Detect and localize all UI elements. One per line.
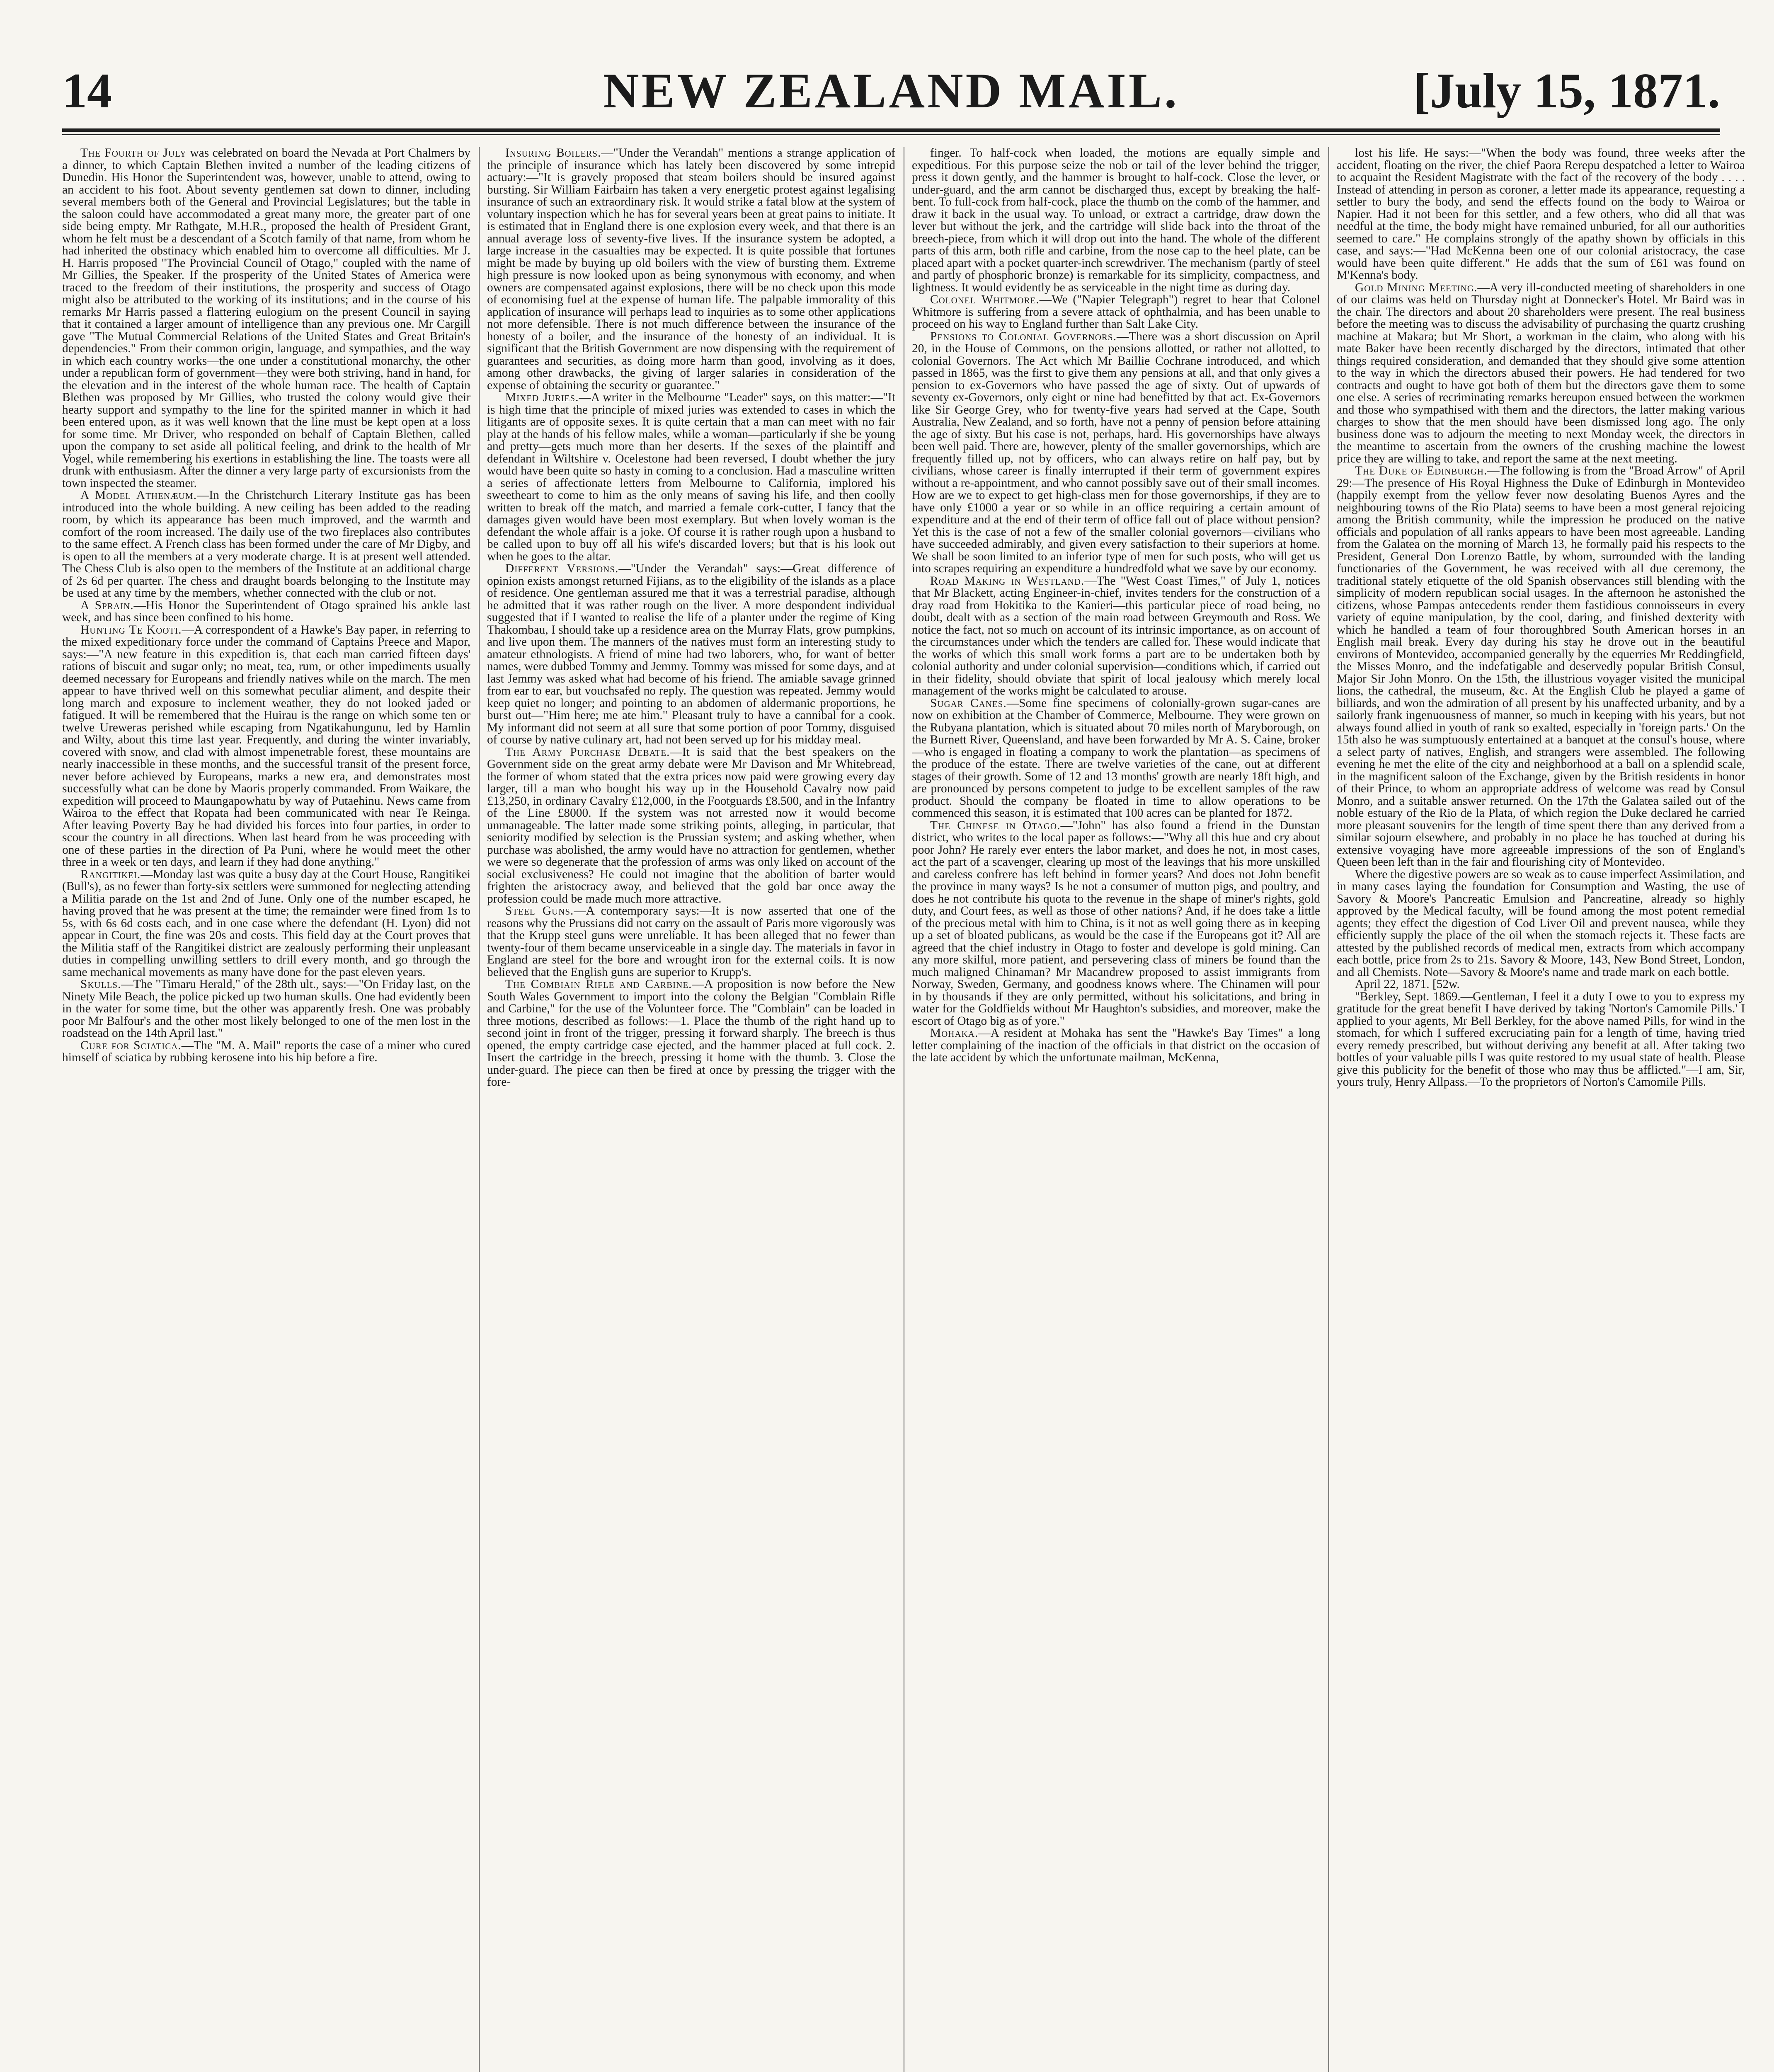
article-body: —The "West Coast Times," of July 1, notices that Mr Blackett, acting Engineer-in-chief, invites tenders for the construction of a dray road from Hokitika to the Kanieri—this particular piece of road being, no doubt, dealt with as a section of the main road between Greymouth and Ross. We notice the fact, not so much on account of its intrinsic importance, as on account of the circumstances under which the tenders are called for. These would indicate that the works of which this small work forms a part are to be undertaken both by colonial authority and under colonial supervision—conditions which, if carried out in their fidelity, should obviate that spirit of local jealousy which merely local management of the works might be calculated to arouse. bbox=[912, 574, 1320, 697]
article-body: —"Under the Verandah" mentions a strange application of the principle of insurance which has lately been discovered by some intrepid actuary:—"It is gravely proposed that steam boilers should be insured against bursting. Sir William Fairbairn has taken a very energetic protest against legalising insurance of such an extraordinary risk. It would strike a fatal blow at the system of voluntary inspection which he has for several years been at great pains to initiate. It is estimated that in England there is one explosion every week, and that there is an annual average loss of seventy-five lives. If the insurance system be adopted, a large increase in the casualties may be expected. It is quite possible that fortunes might be made by buying up old boilers with the view of bursting them. Extreme high pressure is now looked upon as being synonymous with economy, and when owners are compensated against explosions, there will be no check upon this mode of economising fuel at the expense of human life. The palpable immorality of this application of insurance will perhaps lead to inquiries as to some other applications not more defensible. There is not much difference between the insurance of the honesty of a boiler, and the insurance of the honesty of an individual. It is significant that the British Government are now dispensing with the requirement of guarantees and securities, as doing more harm than good, involving as it does, among other drawbacks, the giving of larger salaries in consideration of the expense of obtaining the security or guarantee." bbox=[487, 147, 895, 392]
article-body: —It is said that the best speakers on the Government side on the great army debate were Mr Davison and Mr Whitebread, the former of whom stated that the extra prices now paid were growing every day larger, till a man who bought his way up in the Household Cavalry now paid £13,250, in ordinary Cavalry £12,000, in the Footguards £8.500, and in the Infantry of the Line £8000. If the system was not arrested now it would become unmanageable. The latter made some striking points, alleging, in particular, that seniority modified by selection is the Prussian system; and asking whether, when purchase was abolished, the army would have no attraction for gentlemen, whether we were so degenerate that the profession of arms was only liked on account of the social exclusiveness? He could not imagine that the abolition of barter would frighten the aristocracy away, and believed that the gold bar once away the profession could be made much more attractive. bbox=[487, 745, 895, 905]
article-body: —There was a short discussion on April 20, in the House of Commons, on the pensions allotted, or rather not allotted, to colonial Governors. The Act which Mr Baillie Cochrane introduced, and which passed in 1865, was the first to give them any pensions at all, and that only gives a pension to ex-Governors who have passed the age of sixty. Out of upwards of seventy ex-Governors, only eight or nine had benefitted by that act. Ex-Governors like Sir George Grey, who for twenty-five years had served at the Cape, South Australia, New Zealand, and so forth, have not a penny of pension before attaining the age of sixty. But his case is not, perhaps, hard. His governorships have always been well paid. There are, however, plenty of the smaller governorships, which are frequently filled up, not by officers, who can always retire on half pay, but by civilians, whose career is finally interrupted if their term of government expires without a re-appointment, and who cannot possibly save out of their small incomes. How are we to expect to get high-class men for those governorships, if they are to have only £1000 a year or so while in an office requiring a certain amount of expenditure and at the end of their term of office fall out of place without pension? Yet this is the case of not a few of the smaller colonial governors—civilians who have succeeded admirably, and given every satisfaction to their superiors at home. We shall be soon limited to an inferior type of men for such posts, who will get us into scrapes requiring an expenditure a hundredfold what we save by our economy. bbox=[912, 329, 1320, 575]
article-paragraph bbox=[1337, 147, 1745, 282]
article-body: —Some fine specimens of colonially-grown sugar-canes are now on exhibition at the Chamber of Commerce, Melbourne. They were grown on the Rubyana plantation, which is situated about 70 miles north of Maryborough, on the Burnett River, Queensland, and have been forwarded by Mr A. S. Caine, broker—who is engaged in floating a company to work the plantation—as specimens of the produce of the estate. There are twelve varieties of the cane, out at different stages of their growth. Some of 12 and 13 months' growth are nearly 18ft high, and are pronounced by persons competent to judge to be excellent samples of the raw product. Should the company be floated in time to allow operations to be commenced this season, it is estimated that 100 acres can be planted for 1872. bbox=[912, 696, 1320, 820]
article-heading: A Model Athenæum. bbox=[80, 489, 197, 502]
article-body: Where the digestive powers are so weak as to cause imperfect Assimilation, and in many cases laying the foundation for Consumption and Wasting, the use of Savory & Moore's Pancreatic Emulsion and Pancreatine, already so highly approved by the Medical faculty, will be found among the most potent remedial agents; they effect the digestion of Cod Liver Oil and prevent nausea, while they efficiently supply the place of the oil when the stomach rejects it. These facts are attested by the published records of medical men, extracts from which accompany each bottle, price from 2s to 21s. Savory & Moore, 143, New Bond Street, London, and all Chemists. Note—Savory & Moore's name and trade mark on each bottle. bbox=[1337, 867, 1745, 979]
article-heading: Insuring Boilers. bbox=[505, 147, 601, 160]
article-body: —"John" has also found a friend in the Dunstan district, who writes to the local paper as follows:—"Why all this hue and cry about poor John? He rarely ever enters the labor market, and does he not, in most cases, act the part of a scavenger, clearing up most of the leavings that his more unskilled and careless confrere has left behind in former years? And does not John benefit the province in many ways? Is he not a consumer of mutton pigs, and poultry, and does he not contribute his quota to the revenue in the shape of miner's rights, gold duty, and Court fees, as well as those of other nations? And, if he does take a little of the precious metal with him to China, is it not as well going there as in keeping up a set of bloated publicans, as would be the case if the Europeans got it? All are agreed that the chief industry in Otago to foster and develope is gold mining. Can any more skilful, more patient, and persevering class of miners be found than the much maligned Chinaman? Mr Macandrew proposed to assist immigrants from Norway, Sweden, Germany, and goodness knows where. The Chinamen will pour in by thousands if they are only permitted, without his solicitations, and bring in water for the Goldfields without Mr Haughton's subsidies, and moreover, make the escort of Otago big as of yore." bbox=[912, 818, 1320, 1028]
article-heading: Mixed Juries. bbox=[505, 391, 579, 404]
article-body: —A contemporary says:—It is now asserted that one of the reasons why the Prussians did not carry on the assault of Paris more vigorously was that the Krupp steel guns were unreliable. It has been alleged that no fewer than twenty-four of them became unserviceable in a single day. The materials in favor in England are steel for the bore and wrought iron for the external coils. It is now believed that the English guns are superior to Krupp's. bbox=[487, 904, 895, 979]
article-paragraph bbox=[487, 978, 895, 1089]
article-body: —His Honor the Superintendent of Otago sprained his ankle last week, and has since been confined to his home. bbox=[62, 598, 470, 624]
article-paragraph bbox=[912, 575, 1320, 697]
article-heading: Pensions to Colonial Governors. bbox=[930, 329, 1117, 343]
article-heading: The Duke of Edinburgh. bbox=[1355, 464, 1488, 477]
article-heading: Steel Guns. bbox=[505, 904, 574, 917]
article-paragraph bbox=[62, 489, 470, 600]
article-body: —A writer in the Melbourne "Leader" says, on this matter:—"It is high time that the principle of mixed juries was extended to cases in which the litigants are of opposite sexes. It is quite certain that a man can meet with no fair play at the hands of his fellow males, while a woman—particularly if she be young and pretty—gets much more than her deserts. If the sexes of the plaintiff and defendant in Wiltshire v. Ocelestone had been reversed, I doubt whether the jury would have been quite so hasty in coming to a conclusion. Had a masculine written a series of affectionate letters from Melbourne to California, implored his sweetheart to come to him as the only means of saving his life, and then coolly written to break off the match, and married a female cork-cutter, I fancy that the damages given would have been most exemplary. But when lovely woman is the defendant the whole affair is a joke. Of course it is rather rough upon a husband to be called upon to buy off all his wife's discarded lovers; but that is his look out when he goes to the altar. bbox=[487, 391, 895, 563]
masthead-rule bbox=[62, 128, 1720, 132]
article-heading: Gold Mining Meeting. bbox=[1355, 281, 1478, 294]
column-4 bbox=[1337, 147, 1745, 2072]
article-paragraph bbox=[487, 746, 895, 905]
article-paragraph bbox=[1337, 978, 1745, 991]
article-heading: Cure for Sciatica. bbox=[80, 1038, 182, 1052]
article-paragraph bbox=[487, 905, 895, 978]
article-body: —A very ill-conducted meeting of shareholders in one of our claims was held on Thursday night at Donnecker's Hotel. Mr Baird was in the chair. The directors and about 20 shareholders were present. The real business before the meeting was to discuss the advisability of purchasing the quartz crushing machine at Makara; but Mr Short, a workman in the claim, who along with his mate Baker have been recently discharged by the directors, intimated that other things required consideration, and demanded that they should give some attention to the way in which the directors abused their powers. He had tendered for two contracts and ought to have got both of them but the directors gave them to some one else. A series of recriminating remarks hereupon ensued between the workmen and those who sympathised with them and the directors, the latter making various charges to show that the men should have been dismissed long ago. The only business done was to adjourn the meeting to next Monday week, the directors in the meantime to ascertain from the owners of the crushing machine the lowest price they are willing to take, and report the same at the next meeting. bbox=[1337, 281, 1745, 465]
page-number: 14 bbox=[62, 63, 112, 118]
article-heading: The Combiain Rifle and Carbine. bbox=[505, 978, 692, 991]
article-paragraph bbox=[62, 147, 470, 489]
article-paragraph bbox=[912, 331, 1320, 575]
article-heading: Mohaka. bbox=[930, 1026, 979, 1040]
article-heading: Sugar Canes. bbox=[930, 696, 1007, 710]
issue-date: [July 15, 1871. bbox=[1413, 63, 1720, 118]
article-paragraph bbox=[487, 147, 895, 392]
article-body: was celebrated on board the Nevada at Port Chalmers by a dinner, to which Captain Blethen invited a number of the leading citizens of Dunedin. His Honor the Superintendent was, however, unable to attend, owing to an accident to his foot. About seventy gentlemen sat down to dinner, including several members both of the General and Provincial Legislatures; but the table in the saloon could have accommodated a great many more, the greater part of one side being empty. Mr Rathgate, M.H.R., proposed the health of President Grant, whom he felt must be a descendant of a Scotch family of that name, from whom he had inherited the obstinacy which enabled him to overcome all difficulties. Mr J. H. Harris proposed "The Provincial Council of Otago," coupled with the name of Mr Gillies, the Speaker. If the prosperity of the United States of America were traced to the freedom of their institutions, the prosperity and success of Otago might also be attributed to the working of its institutions; and in the course of his remarks Mr Harris passed a flattering eulogium on the present Council in saying that it contained a larger amount of intelligence than any previous one. Mr Cargill gave "The Mutual Commercial Relations of the United States and Great Britain's dependencies." From their common origin, language, and sympathies, and the way in which each country works—the one under a constitutional monarchy, the other under a republican form of government—they were both striving, hand in hand, for the elevation and in the interest of the whole human race. The health of Captain Blethen was proposed by Mr Gillies, who trusted the colony would give their hearty support and sympathy to the line for the spirited manner in which it had been entered upon, as it was well known that the line must be kept open at a loss for some time. Mr Driver, who responded on behalf of Captain Blethen, called upon the company to set aside all political feeling, and drink to the health of Mr Vogel, while remembering his exertions in establishing the line. The toasts were all drunk with enthusiasm. After the dinner a very large party of excursionists from the town inspected the steamer. bbox=[62, 147, 470, 490]
column-2 bbox=[487, 147, 895, 2072]
article-heading: Rangitikei. bbox=[80, 867, 141, 881]
article-paragraph bbox=[1337, 869, 1745, 979]
article-paragraph bbox=[912, 820, 1320, 1028]
article-heading: Hunting Te Kooti. bbox=[80, 623, 182, 637]
article-body: —The "M. A. Mail" reports the case of a miner who cured himself of sciatica by rubbing kerosene into his hip before a fire. bbox=[62, 1038, 470, 1064]
column-3 bbox=[912, 147, 1320, 2072]
article-paragraph bbox=[62, 600, 470, 624]
article-body: —The following is from the "Broad Arrow" of April 29:—The presence of His Royal Highness the Duke of Edinburgh in Montevideo (happily exempt from the yellow fever now desolating Buenos Ayres and the neighbouring towns of the Rio Plata) seems to have been a most general rejoicing among the British community, while the impression he produced on the native officials and population of all ranks appears to have been most agreeable. Landing from the Galatea on the morning of March 13, he formally paid his respects to the President, General Don Lorenzo Battle, by whom, surrounded with the landing functionaries of the Government, he was received with all due ceremony, the traditional stately etiquette of the old Spanish observances still blending with the simplicity of modern republican social usages. In the afternoon he astonished the citizens, whose Pampas antecedents render them fastidious connoisseurs in every variety of equine manipulation, by the cool, daring, and finished dexterity with which he handled a team of four thoroughbred South American horses in an English mail break. Every day during his stay he drove out in the beautiful environs of Montevideo, accompanied generally by the equerries Mr Reddingfield, the Misses Monro, and the indefatigable and deservedly popular British Consul, Major Sir John Monro. On the 15th, the illustrious voyager visited the municipal lions, the cathedral, the museum, &c. At the English Club he played a game of billiards, and won the admiration of all present by his unaffected urbanity, and by a sailorly frank ingenuousness of manner, so much in keeping with his years, but not always found allied in youth of rank so exalted, especially in 'foreign parts.' On the 15th also he was sumptuously entertained at a banquet at the consul's house, where a select party of natives, English, and strangers were assembled. The following evening he met the elite of the city and neighborhood at a ball on a splendid scale, in the magnificent saloon of the Exchange, given by the British residents in honor of their Prince, to whom an appropriate address of welcome was read by Consul Monro, and a suitable answer returned. On the 17th the Galatea sailed out of the noble estuary of the Rio de la Plata, of which region the Duke declared he carried more pleasant souvenirs for the length of time spent there than any derived from a similar sojourn elsewhere, and probably in no place he has touched at during his extensive voyaging have more agreeable impressions of the son of England's Queen been left than in the fair and flourishing city of Montevideo. bbox=[1337, 464, 1745, 869]
article-heading: Colonel Whitmore. bbox=[930, 293, 1040, 306]
article-body: —The "Timaru Herald," of the 28th ult., says:—"On Friday last, on the Ninety Mile Beach, the police picked up two human skulls. One had evidently been in the water for some time, but the other was apparently fresh. One was probably poor Mr Balfour's and the other most likely belonged to one of the men lost in the roadstead on the 14th April last." bbox=[62, 978, 470, 1040]
article-paragraph bbox=[912, 697, 1320, 820]
masthead-rule-thin bbox=[62, 134, 1720, 135]
article-paragraph bbox=[62, 869, 470, 979]
article-paragraph bbox=[62, 1040, 470, 1064]
column-divider bbox=[479, 147, 480, 2072]
article-paragraph bbox=[62, 978, 470, 1040]
article-paragraph bbox=[912, 147, 1320, 294]
masthead bbox=[62, 62, 1720, 120]
article-body: —We ("Napier Telegraph") regret to hear that Colonel Whitmore is suffering from a severe attack of ophthalmia, and has been unable to proceed on his way to England further than Salt Lake City. bbox=[912, 293, 1320, 331]
article-body: —"Under the Verandah" says:—Great difference of opinion exists amongst returned Fijians, as to the eligibility of the islands as a place of residence. One gentleman assured me that it was a terrestrial paradise, although he admitted that it was rather rough on the liver. A more despondent individual suggested that if I wanted to realise the life of a planter under the regime of King Thakombau, I should take up a residence area on the Murray Flats, grow pumpkins, and live upon them. The manners of the natives must form an interesting study to amateur ethnologists. A friend of mine had two laborers, who, for want of better names, were dubbed Tommy and Jemmy. Tommy was missed for some days, and at last Jemmy was asked what had become of his friend. The amiable savage grinned from ear to ear, but vouchsafed no reply. The question was repeated. Jemmy would keep quiet no longer; and pointing to an abdomen of aldermanic proportions, he burst out—"Him here; me ate him." Pleasant truly to have a cannibal for a cook. My informant did not seem at all sure that some portion of poor Tommy, disguised of course by native culinary art, had not been served up for his midday meal. bbox=[487, 562, 895, 746]
article-paragraph bbox=[487, 392, 895, 563]
article-paragraph bbox=[1337, 465, 1745, 869]
column-1 bbox=[62, 147, 470, 2072]
article-paragraph bbox=[487, 563, 895, 746]
article-body: "Berkley, Sept. 1869.—Gentleman, I feel it a duty I owe to you to express my gratitude for the great benefit I have derived by taking 'Norton's Camomile Pills.' I applied to your agents, Mr Bell Berkley, for the above named Pills, for wind in the stomach, for which I suffered excruciating pain for a length of time, having tried every remedy prescribed, but without deriving any benefit at all. After taking two bottles of your valuable pills I was quite restored to my usual state of health. Please give this publicity for the benefit of those who may thus be afflicted."—I am, Sir, yours truly, Henry Allpass.—To the proprietors of Norton's Camomile Pills. bbox=[1337, 990, 1745, 1089]
article-heading: Different Versions. bbox=[505, 562, 619, 575]
article-heading: The Fourth of July bbox=[80, 147, 187, 160]
newspaper-title: NEW ZEALAND MAIL. bbox=[603, 63, 1179, 118]
article-body: —Monday last was quite a busy day at the Court House, Rangitikei (Bull's), as no fewer than forty-six settlers were summoned for neglecting attending a Militia parade on the 1st and 2nd of June. Only one of the number escaped, he having proved that he was present at the time; the remainder were fined from 1s to 5s, with 6s 6d costs each, and in one case where the defendant (H. Lyon) did not appear in Court, the fine was 20s and costs. This field day at the Court proves that the Militia staff of the Rangitikei district are zealously performing their unpleasant duties in compelling unwilling settlers to drill every month, and go through the same mechanical movements as many have done for the past eleven years. bbox=[62, 867, 470, 979]
article-heading: A Sprain. bbox=[80, 598, 134, 612]
article-heading: Road Making in Westland. bbox=[930, 574, 1085, 588]
article-body: —A correspondent of a Hawke's Bay paper, in referring to the mixed expeditionary force under the command of Captains Preece and Mapor, says:—"A new feature in this expedition is, that each man carried fifteen days' rations of biscuit and sugar only; no meat, tea, rum, or other impediments usually deemed necessary for Europeans and friendly natives while on the march. The men appear to have thrived well on this somewhat peculiar aliment, and despite their long march and exposure to inclement weather, they do not looked jaded or fatigued. It will be remembered that the Huirau is the range on which some ten or twelve Ureweras perished while escaping from Ngatikahungunu, led by Hamlin and Wilty, about this time last year. Frequently, and during the winter invariably, covered with snow, and clad with almost impenetrable forest, these mountains are nearly inaccessible in these months, and the successful transit of the present force, never before achieved by Europeans, marks a new era, and demonstrates most successfully what can be done by Maoris properly commanded. From Waikare, the expedition will proceed to Maungapowhatu by way of Putaehinu. News came from Wairoa to the effect that Ropata had been communicated with near Te Reinga. After leaving Poverty Bay he had divided his forces into four parties, in order to scour the country in all directions. When last heard from he was proceeding with one of these parties in the direction of Pa Puni, where he would meet the other three in a week or ten days, and learn if they had done anything." bbox=[62, 623, 470, 869]
article-body: —A resident at Mohaka has sent the "Hawke's Bay Times" a long letter complaining of the inaction of the officials in that district on the occasion of the late accident by which the unfortunate mailman, McKenna, bbox=[912, 1026, 1320, 1064]
article-body: April 22, 1871. [52w. bbox=[1355, 978, 1460, 991]
article-paragraph bbox=[1337, 282, 1745, 465]
article-paragraph bbox=[62, 624, 470, 869]
column-divider bbox=[1328, 147, 1329, 2072]
article-heading: Skulls. bbox=[80, 978, 121, 991]
article-paragraph bbox=[912, 1027, 1320, 1064]
article-body: —In the Christchurch Literary Institute gas has been introduced into the whole building. A new ceiling has been added to the reading room, by which its appearance has been much improved, and the warmth and comfort of the room increased. The daily use of the two fireplaces also contributes to the same effect. A French class has been formed under the care of Mr Digby, and is open to all the members at a very moderate charge. It is at present well attended. The Chess Club is also open to the members of the Institute at an additional charge of 2s 6d per quarter. The chess and draught boards belonging to the Institute may be used at any time by the members, whether connected with the club or not. bbox=[62, 489, 470, 600]
article-paragraph bbox=[912, 294, 1320, 331]
article-paragraph bbox=[1337, 991, 1745, 1089]
article-body: finger. To half-cock when loaded, the motions are equally simple and expeditious. For this purpose seize the nob or tail of the lever behind the trigger, press it down gently, and the hammer is brought to half-cock. Close the lever, or under-guard, and the arm cannot be discharged thus, except by breaking the half-bent. To full-cock from half-cock, place the thumb on the comb of the hammer, and draw it back in the usual way. To unload, or extract a cartridge, draw down the lever but without the jerk, and the cartridge will slide back into the throat of the breech-piece, from which it will drop out into the hand. The whole of the different parts of this arm, both rifle and carbine, from the nose cap to the heel plate, can be placed apart with a pocket quarter-inch screwdriver. The mechanism (partly of steel and partly of phosphoric bronze) is remarkable for its simplicity, compactness, and lightness. It would evidently be as serviceable in the night time as during day. bbox=[912, 147, 1320, 294]
article-body: —A proposition is now before the New South Wales Government to import into the colony the Belgian "Comblain Rifle and Carbine," for the use of the Volunteer force. The "Comblain" can be loaded in three motions, described as follows:—1. Place the thumb of the right hand up to second joint in front of the trigger, pressing it forward sharply. The breech is thus opened, the empty cartridge case ejected, and the hammer placed at full cock. 2. Insert the cartridge in the breech, pressing it home with the thumb. 3. Close the under-guard. The piece can then be fired at once by pressing the trigger with the fore- bbox=[487, 978, 895, 1089]
article-heading: The Chinese in Otago. bbox=[930, 818, 1061, 832]
article-heading: The Army Purchase Debate. bbox=[505, 745, 670, 759]
article-body: lost his life. He says:—"When the body was found, three weeks after the accident, floating on the river, the chief Paora Rerepu despatched a letter to Wairoa to acquaint the Resident Magistrate with the fact of the recovery of the body . . . . Instead of attending in person as coroner, a letter made its appearance, requesting a settler to bury the body, and send the effects found on the body to Wairoa or Napier. Had it not been for this settler, and a few others, who did all that was needful at the time, the body might have remained unburied, for all our authorities seemed to care." He complains strongly of the apathy shown by officials in this case, and says:—"Had McKenna been one of our colonial aristocracy, the case would have been quite different." He adds that the sum of £61 was found on M'Kenna's body. bbox=[1337, 147, 1745, 282]
